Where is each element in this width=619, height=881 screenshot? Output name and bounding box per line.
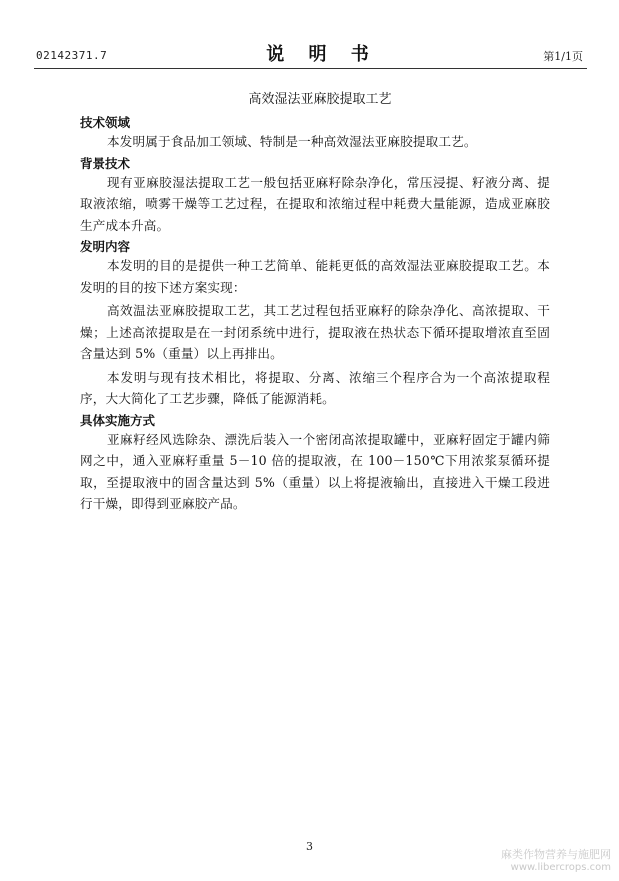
application-number: 02142371.7 bbox=[36, 49, 108, 62]
section-background bbox=[80, 155, 550, 237]
section-heading: 技术领域 bbox=[80, 115, 131, 130]
invention-title: 高效湿法亚麻胶提取工艺 bbox=[248, 92, 392, 107]
page-header bbox=[0, 0, 619, 70]
paragraph: 现有亚麻胶湿法提取工艺一般包括亚麻籽除杂净化，常压浸提、籽液分离、提取液浓缩，喷雾干燥等工艺过程，在提取和浓缩过程中耗费大量能源，造成亚麻胶生产成本升高。 bbox=[80, 174, 550, 233]
paragraph: 本发明的目的是提供一种工艺简单、能耗更低的高效湿法亚麻胶提取工艺。本发明的目的按下述方案实现： bbox=[80, 258, 550, 295]
paragraph: 本发明属于食品加工领域、特制是一种高效湿法亚麻胶提取工艺。 bbox=[107, 134, 477, 149]
section-summary bbox=[80, 238, 550, 410]
document-body bbox=[80, 90, 550, 517]
watermark-url: www.libercrops.com bbox=[510, 862, 611, 873]
section-heading: 背景技术 bbox=[80, 155, 131, 171]
paragraph: 本发明与现有技术相比，将提取、分离、浓缩三个程序合为一个高浓提取程序，大大简化了工艺步骤，降低了能源消耗。 bbox=[80, 369, 550, 406]
document-type-title: 说 明 书 bbox=[266, 44, 378, 65]
paragraph: 亚麻籽经风选除杂、漂洗后装入一个密闭高浓提取罐中，亚麻籽固定于罐内筛网之中，通入亚麻籽重量 5－10 倍的提取液，在 100－150℃下用浓浆泵循环提取，至提取液中的固含量达到 5%（重量）以上将提液输出，直接进入干燥工段进行干燥，即得到亚麻胶产品。 bbox=[80, 431, 550, 511]
watermark-site-name: 麻类作物营养与施肥网 bbox=[501, 848, 611, 861]
section-heading: 发明内容 bbox=[80, 239, 131, 254]
page-indicator: 第1/1页 bbox=[543, 50, 583, 63]
header-divider bbox=[34, 68, 587, 69]
page-number: 3 bbox=[306, 840, 313, 853]
paragraph: 高效温法亚麻胶提取工艺，其工艺过程包括亚麻籽的除杂净化、高浓提取、干燥；上述高浓提取是在一封闭系统中进行，提取液在热状态下循环提取增浓直至固含量达到 5%（重量）以上再排出。 bbox=[80, 303, 550, 361]
watermark bbox=[501, 848, 611, 874]
section-heading: 具体实施方式 bbox=[80, 412, 156, 428]
section-technical-field bbox=[80, 114, 550, 153]
section-embodiment bbox=[80, 412, 550, 515]
